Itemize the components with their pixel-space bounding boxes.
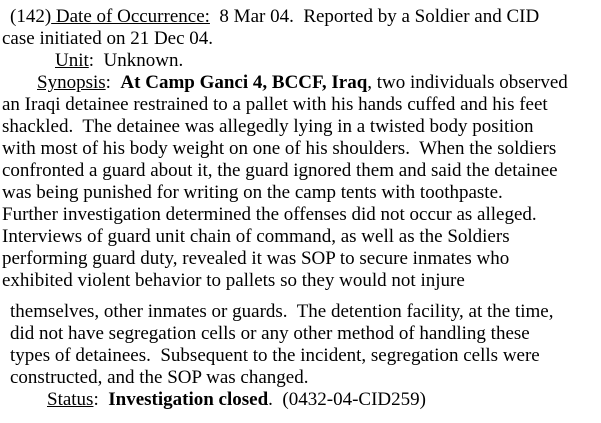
doc-line: [0, 301, 601, 323]
text-segment: constructed, and the SOP was changed.: [10, 367, 309, 388]
text-segment: types of detainees. Subsequent to the incident, segregation cells were: [10, 345, 540, 366]
doc-line: [0, 367, 601, 389]
date-of-occurrence-label: Date of Occurrence:: [51, 6, 210, 27]
text-segment: an Iraqi detainee restrained to a pallet with his hands cuffed and his feet: [2, 94, 548, 115]
doc-line: [0, 345, 601, 367]
doc-line: [0, 248, 601, 270]
doc-line: [0, 94, 601, 116]
doc-line: [0, 50, 601, 72]
synopsis-label: Synopsis: [37, 72, 106, 93]
doc-line: [0, 116, 601, 138]
status-value: Investigation closed: [108, 389, 269, 410]
text-segment: themselves, other inmates or guards. The detention facility, at the time,: [10, 301, 554, 322]
doc-line: [0, 6, 601, 28]
text-segment: was being punished for writing on the camp tents with toothpaste.: [2, 182, 503, 203]
text-segment: :: [105, 72, 121, 93]
text-segment: 8 Mar 04. Reported by a Soldier and CID: [209, 6, 540, 27]
text-segment: shackled. The detainee was allegedly lying in a twisted body position: [2, 116, 534, 137]
case-number-text: . (0432-04-CID259): [268, 389, 426, 410]
doc-line: [0, 28, 601, 50]
text-segment: exhibited violent behavior to pallets so they would not injure: [2, 270, 465, 291]
doc-line: [0, 138, 601, 160]
doc-line: [0, 226, 601, 248]
text-segment: : Unknown.: [88, 50, 184, 71]
text-segment: did not have segregation cells or any other method of handling these: [10, 323, 530, 344]
doc-line: [0, 182, 601, 204]
text-segment: with most of his body weight on one of his shoulders. When the soldiers: [2, 138, 557, 159]
doc-line: [0, 204, 601, 226]
text-segment: Interviews of guard unit chain of command, as well as the Soldiers: [2, 226, 510, 247]
doc-line: [0, 270, 601, 292]
document-text-block: [0, 6, 601, 411]
text-segment: , two individuals observed: [367, 72, 568, 93]
doc-line: [0, 389, 601, 411]
doc-line: [0, 160, 601, 182]
text-segment: (142): [10, 6, 52, 27]
doc-line: [0, 72, 601, 94]
text-segment: confronted a guard about it, the guard ignored them and said the detainee: [2, 160, 558, 181]
text-segment: :: [93, 389, 109, 410]
text-segment: Further investigation determined the offenses did not occur as alleged.: [2, 204, 537, 225]
doc-line: [0, 323, 601, 345]
unit-label: Unit: [55, 50, 89, 71]
text-segment: case initiated on 21 Dec 04.: [2, 28, 214, 49]
location-emphasis: At Camp Ganci 4, BCCF, Iraq: [120, 72, 368, 93]
text-segment: performing guard duty, revealed it was SOP to secure inmates who: [2, 248, 510, 269]
status-label: Status: [47, 389, 94, 410]
